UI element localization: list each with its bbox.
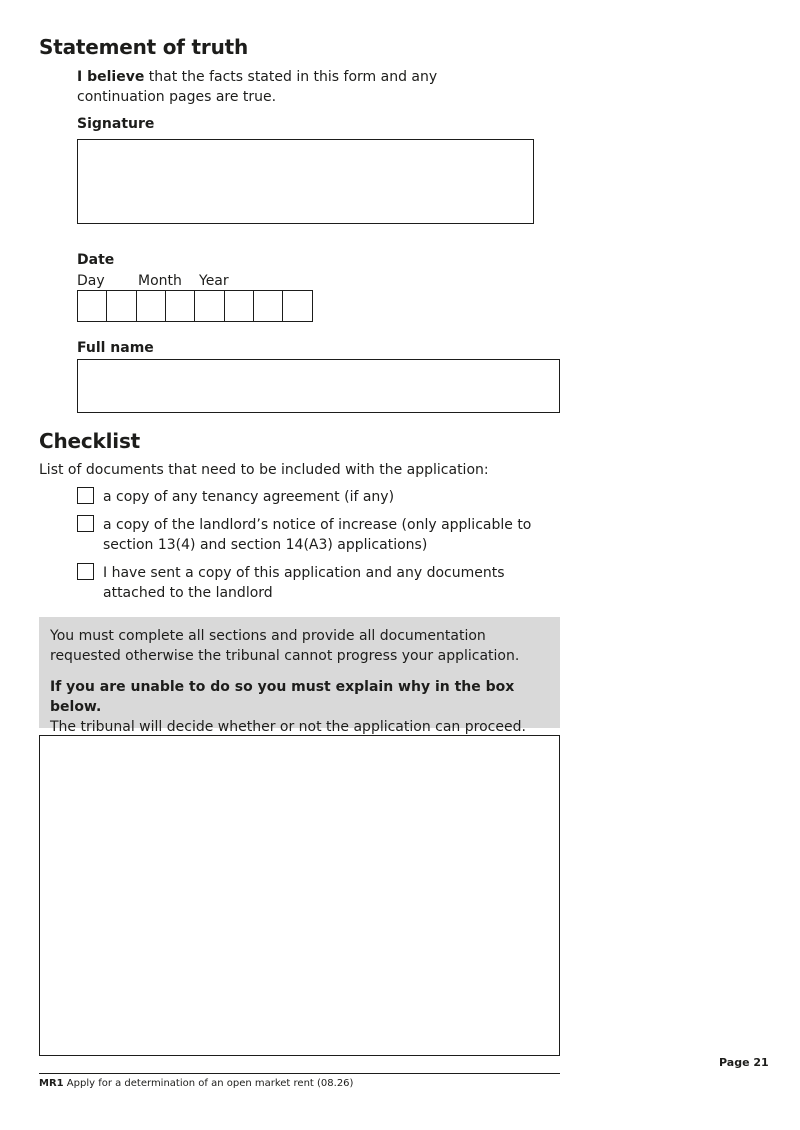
notice-panel <box>39 617 560 735</box>
belief-text <box>77 67 517 107</box>
month-digit-2[interactable] <box>165 290 196 322</box>
form-title: Apply for a determination of an open market rent (08.26) <box>63 1078 354 1089</box>
checklist-item-3-line2: attached to the landlord <box>103 585 273 601</box>
belief-bold: I believe <box>77 69 145 85</box>
date-input-grid <box>77 290 312 322</box>
year-digit-3[interactable] <box>253 290 284 322</box>
footer-text <box>39 1078 353 1089</box>
footer-divider <box>39 1073 560 1074</box>
checklist-item-2-line2: section 13(4) and section 14(A3) applications) <box>103 537 428 553</box>
checklist-item-3 <box>103 563 505 603</box>
fullname-label: Full name <box>77 340 154 356</box>
day-label: Day <box>77 273 105 289</box>
checklist-item-2 <box>103 515 531 555</box>
checklist-intro: List of documents that need to be included with the application: <box>39 462 489 478</box>
checkbox-tenancy[interactable] <box>77 487 94 504</box>
checklist-item-1 <box>103 487 394 507</box>
month-digit-1[interactable] <box>136 290 167 322</box>
checkbox-sent-copy[interactable] <box>77 563 94 580</box>
day-digit-2[interactable] <box>106 290 137 322</box>
year-digit-2[interactable] <box>224 290 255 322</box>
notice-bold-line: If you are unable to do so you must explain why in the box below. <box>50 679 515 715</box>
fullname-box[interactable] <box>77 359 560 413</box>
year-label: Year <box>199 273 229 289</box>
checklist-item-3-line1: I have sent a copy of this application and any documents <box>103 565 505 581</box>
year-digit-1[interactable] <box>194 290 225 322</box>
notice-line4: The tribunal will decide whether or not the application can proceed. <box>50 719 526 735</box>
day-digit-1[interactable] <box>77 290 108 322</box>
form-code: MR1 <box>39 1078 64 1089</box>
signature-box[interactable] <box>77 139 534 224</box>
year-digit-4[interactable] <box>282 290 313 322</box>
belief-rest: that the facts stated in this form and any <box>144 69 438 85</box>
signature-label: Signature <box>77 116 155 132</box>
explanation-box[interactable] <box>39 735 560 1056</box>
belief-line2: continuation pages are true. <box>77 89 277 105</box>
date-label: Date <box>77 252 115 268</box>
checklist-item-1-text: a copy of any tenancy agreement (if any) <box>103 489 395 505</box>
checklist-heading: Checklist <box>39 429 141 453</box>
month-label: Month <box>138 273 182 289</box>
checkbox-notice[interactable] <box>77 515 94 532</box>
checklist-item-2-line1: a copy of the landlord’s notice of increase (only applicable to <box>103 517 532 533</box>
statement-heading: Statement of truth <box>39 35 249 59</box>
page-number: Page 21 <box>719 1056 769 1069</box>
notice-line1: You must complete all sections and provide all documentation <box>50 628 486 644</box>
notice-line2: requested otherwise the tribunal cannot progress your application. <box>50 648 520 664</box>
